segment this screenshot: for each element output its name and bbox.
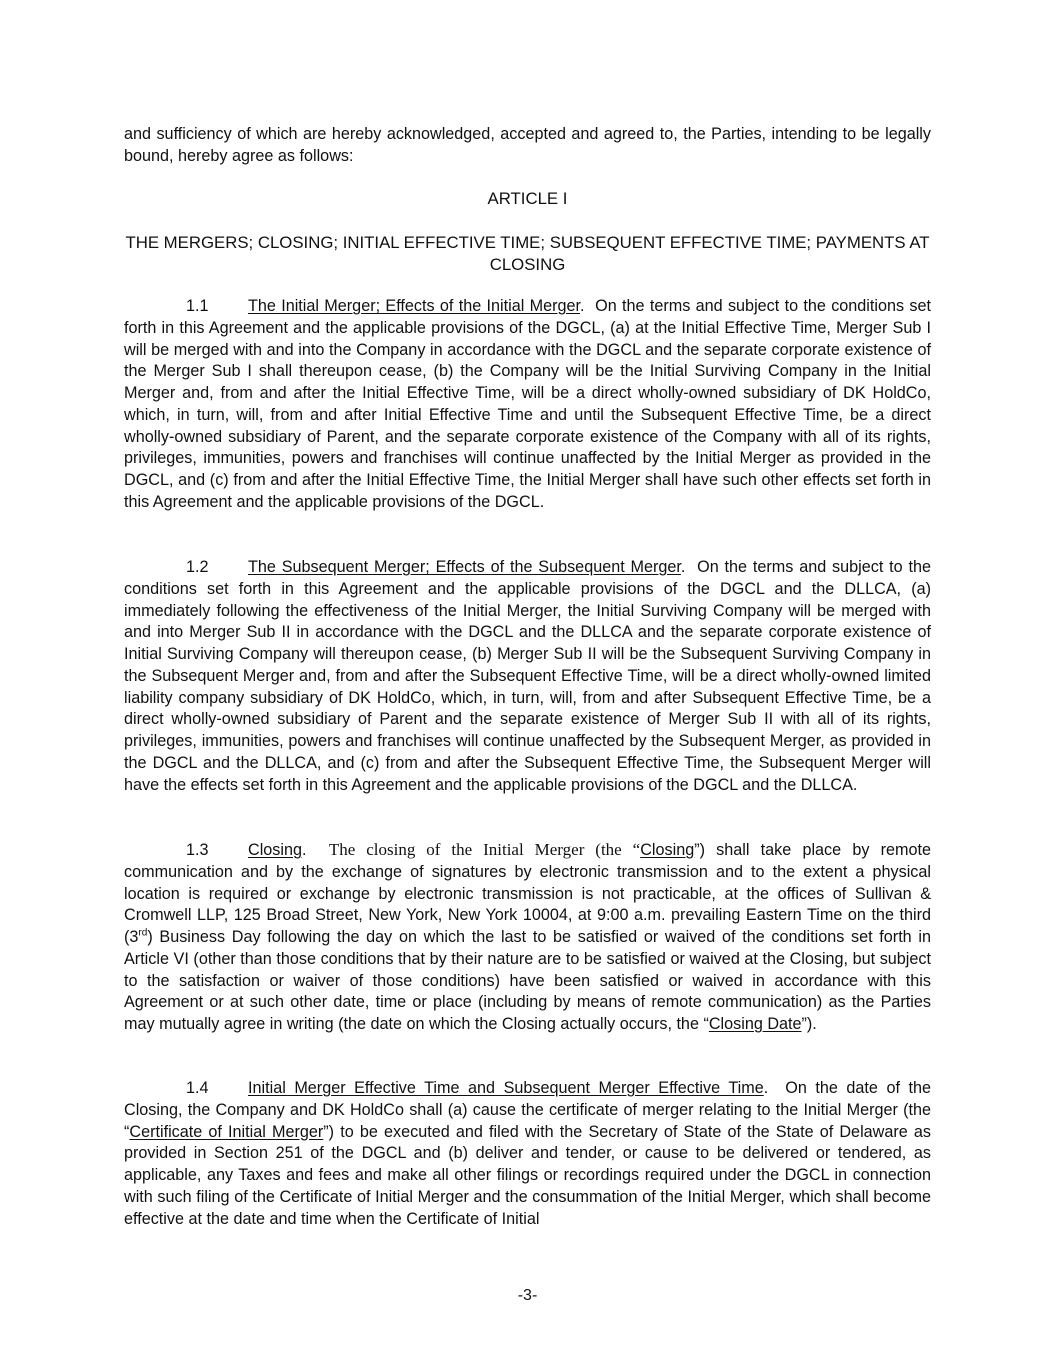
section-1-1: 1.1 The Initial Merger; Effects of the Initial Merger. On the terms and subject to the conditions set forth in this Agreement and the applicable provisions of the DGCL, (a) at the Initial Effective Time, Merger Sub I will be merged with and into the Company in accordance with the DGCL and the separate corporate existence of the Merger Sub I shall thereupon cease, (b) the Company will be the Initial Surviving Company in the Initial Merger and, from and after the Initial Effective Time, will be a direct wholly-owned subsidiary of DK HoldCo, which, in turn, will, from and after Initial Effective Time and until the Subsequent Effective Time, be a direct wholly-owned subsidiary of Parent, and the separate corporate existence of the Company with all of its rights, privileges, immunities, powers and franchises will continue unaffected by the Initial Merger as provided in the DGCL, and (c) from and after the Initial Effective Time, the Initial Merger shall have such other effects set forth in this Agreement and the applicable provisions of the DGCL.: [124, 297, 931, 511]
page-number: -3-: [517, 1287, 538, 1304]
section-heading: The Initial Merger; Effects of the Initial Merger: [248, 297, 581, 315]
intro-paragraph: and sufficiency of which are hereby acknowledged, accepted and agreed to, the Parties, intending to be legally bound, hereby agree as follows:: [124, 125, 931, 165]
section-text: ) Business Day following the day on which the last to be satisfied or waived of the conditions set forth in Article VI (other than those conditions that by their nature are to be satisfied or waived at the Closing, but subject to the satisfaction or waiver of those conditions) have been satisfied or waived in accordance with this Agreement or at such other date, time or place (including by means of remote communication) as the Parties may mutually agree in writing (the date on which the Closing actually occurs, the “: [124, 928, 931, 1033]
section-text: The closing of the Initial Merger (the “: [328, 840, 641, 859]
section-text: ”) shall take place by remote communication and by the exchange of signatures by electronic transmission and to the extent a physical location is required or exchange by electronic transmission is not practicable, at the offices of Sullivan & Cromwell LLP, 125 Broad Street, New York, New York 10004, at 9:00 a.m. prevailing Eastern Time on the third (3: [124, 841, 931, 946]
defined-term: Closing Date: [708, 1015, 802, 1033]
section-1-2: 1.2 The Subsequent Merger; Effects of the Subsequent Merger. On the terms and subject to the conditions set forth in this Agreement and the applicable provisions of the DGCL and the DLLCA, (a) immediately following the effectiveness of the Initial Merger, the Initial Surviving Company will be merged with and into Merger Sub II in accordance with the DGCL and the DLLCA and the separate corporate existence of Initial Surviving Company will thereupon cease, (b) Merger Sub II will be the Subsequent Surviving Company in the Subsequent Merger and, from and after the Subsequent Effective Time, will be a direct wholly-owned limited liability company subsidiary of DK HoldCo, which, in turn, will, from and after Subsequent Effective Time, be a direct wholly-owned subsidiary of Parent and the separate existence of Merger Sub II with all of its rights, privileges, immunities, powers and franchises will continue unaffected by the Subsequent Merger, as provided in the DGCL and the DLLCA, and (c) from and after the Subsequent Effective Time, the Subsequent Merger will have the effects set forth in this Agreement and the applicable provisions of the DGCL and the DLLCA.: [124, 558, 932, 794]
section-text: ”) to be executed and filed with the Secretary of State of the State of Delaware as provided in Section 251 of the DGCL and (b) deliver and tender, or cause to be delivered or tendered, as applicable, any Taxes and fees and make all other filings or recordings required under the DGCL in connection with such filing of the Certificate of Initial Merger and the consummation of the Initial Merger, which shall become effective at the date and time when the Certificate of Initial: [124, 1122, 931, 1228]
article-label: ARTICLE I: [487, 189, 568, 208]
section-number: 1.2: [186, 558, 209, 576]
section-1-4: 1.4 Initial Merger Effective Time and Subsequent Merger Effective Time. On the date of the Closing, the Company and DK HoldCo shall (a) cause the certificate of merger relating to the Initial Merger (the “Certificate of Initial Merger”) to be executed and filed with the Secretary of State of the State of Delaware as provided in Section 251 of the DGCL and (b) deliver and tender, or cause to be delivered or tendered, as applicable, any Taxes and fees and make all other filings or recordings required under the DGCL in connection with such filing of the Certificate of Initial Merger and the consummation of the Initial Merger, which shall become effective at the date and time when the Certificate of Initial: [124, 1079, 931, 1228]
section-text: On the terms and subject to the conditions set forth in this Agreement and the applicable provisions of the DGCL, (a) at the Initial Effective Time, Merger Sub I will be merged with and into the Company in accordance with the DGCL and the separate corporate existence of the Merger Sub I shall thereupon cease, (b) the Company will be the Initial Surviving Company in the Initial Merger and, from and after the Initial Effective Time, will be a direct wholly-owned subsidiary of DK HoldCo, which, in turn, will, from and after Initial Effective Time and until the Subsequent Effective Time, be a direct wholly-owned subsidiary of Parent, and the separate corporate existence of the Company with all of its rights, privileges, immunities, powers and franchises will continue unaffected by the Initial Merger as provided in the DGCL, and (c) from and after the Initial Effective Time, the Initial Merger shall have such other effects set forth in this Agreement and the applicable provisions of the DGCL.: [124, 297, 931, 511]
article-title: THE MERGERS; CLOSING; INITIAL EFFECTIVE TIME; SUBSEQUENT EFFECTIVE TIME; PAYMENTS AT CLOSING: [125, 233, 930, 274]
section-heading: Initial Merger Effective Time and Subsequent Merger Effective Time: [248, 1079, 764, 1097]
section-number: 1.4: [186, 1079, 209, 1097]
section-text: ”).: [801, 1015, 817, 1033]
ordinal-suffix: rd: [138, 927, 148, 939]
section-number: 1.3: [186, 841, 209, 859]
section-heading: The Subsequent Merger; Effects of the Subsequent Merger: [248, 558, 681, 576]
section-text: On the terms and subject to the conditions set forth in this Agreement and the applicable provisions of the DGCL and the DLLCA, (a) immediately following the effectiveness of the Initial Merger, the Initial Surviving Company will be merged with and into Merger Sub II in accordance with the DGCL and the DLLCA and the separate corporate existence of Initial Surviving Company will thereupon cease, (b) Merger Sub II will be the Subsequent Surviving Company in the Subsequent Merger and, from and after the Subsequent Effective Time, will be a direct wholly-owned limited liability company subsidiary of DK HoldCo, which, in turn, will, from and after Subsequent Effective Time, be a direct wholly-owned subsidiary of Parent and the separate existence of Merger Sub II with all of its rights, privileges, immunities, powers and franchises will continue unaffected by the Subsequent Merger, as provided in the DGCL and the DLLCA, and (c) from and after the Subsequent Effective Time, the Subsequent Merger will have the effects set forth in this Agreement and the applicable provisions of the DGCL and the DLLCA.: [124, 558, 932, 794]
defined-term: Certificate of Initial Merger: [129, 1122, 324, 1141]
defined-term: Closing: [640, 841, 695, 859]
section-1-3: 1.3 Closing. The closing of the Initial Merger (the “Closing”) shall take place by remote communication and by the exchange of signatures by electronic transmission and to the extent a physical location is required or exchange by electronic transmission is not practicable, at the offices of Sullivan & Cromwell LLP, 125 Broad Street, New York, New York 10004, at 9:00 a.m. prevailing Eastern Time on the third (3rd) Business Day following the day on which the last to be satisfied or waived of the conditions set forth in Article VI (other than those conditions that by their nature are to be satisfied or waived at the Closing, but subject to the satisfaction or waiver of those conditions) have been satisfied or waived in accordance with this Agreement or at such other date, time or place (including by means of remote communication) as the Parties may mutually agree in writing (the date on which the Closing actually occurs, the “Closing Date”).: [124, 840, 931, 1033]
section-heading: Closing: [248, 841, 302, 859]
section-text: On the date of the Closing, the Company and DK HoldCo shall (a) cause the certificate of merger relating to the Initial Merger (the “: [124, 1079, 931, 1141]
section-number: 1.1: [186, 297, 209, 315]
